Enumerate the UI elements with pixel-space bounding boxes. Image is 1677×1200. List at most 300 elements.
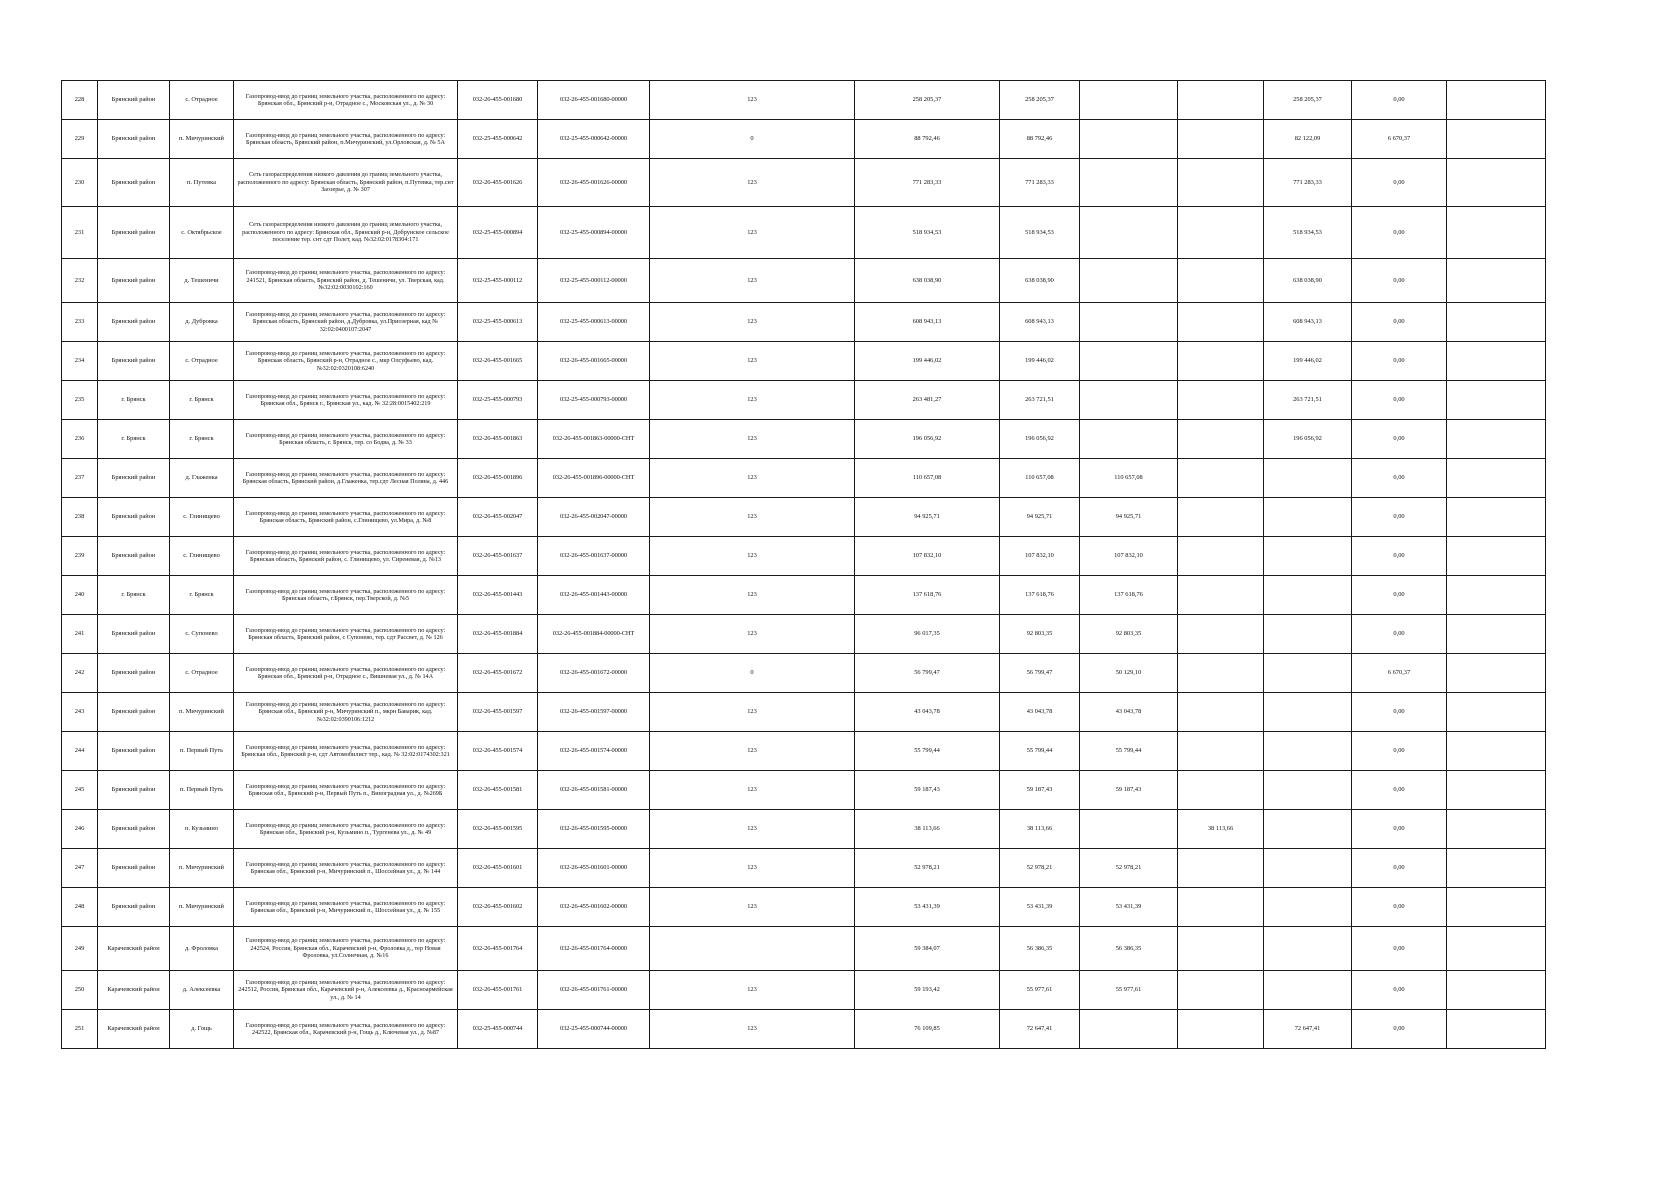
value-col-3-cell: 110 657,08 (1080, 459, 1178, 498)
value-col-3-cell (1080, 810, 1178, 849)
table-row (62, 1010, 1546, 1049)
value-col-2-cell: 56 386,35 (1000, 927, 1080, 971)
table-row (62, 381, 1546, 420)
locality-cell: с. Глинищево (170, 537, 234, 576)
description-cell: Газопровод-ввод до границ земельного участка, расположенного по адресу: Брянская обл., Брянский р-н, Первый Путь п., Виноградная ул., д. №269Б (234, 771, 458, 810)
description-cell: Газопровод-ввод до границ земельного участка, расположенного по адресу: Брянская обл., Брянский р-н, сдт Автомобилист тер., кад. № 32:02:0174302:321 (234, 732, 458, 771)
table-row (62, 654, 1546, 693)
table-row (62, 888, 1546, 927)
value-col-6-cell: 0,00 (1352, 459, 1447, 498)
description-cell: Газопровод-ввод до границ земельного участка, расположенного по адресу: Брянская обл., Брянский р-н, Мичуринский п., мкрн Баварик, кад. №32:02:0390106:1212 (234, 693, 458, 732)
inventory-number-cell: 032-25-455-000613-00000 (538, 303, 650, 342)
empty-cell (1447, 120, 1546, 159)
description-cell: Газопровод-ввод до границ земельного участка, расположенного по адресу: Брянская обл., Брянск г., Брянская ул., кад. № 32:28:0015402:219 (234, 381, 458, 420)
locality-cell: п. Первый Путь (170, 732, 234, 771)
cadastral-number-cell: 032-26-455-001595 (458, 810, 538, 849)
value-col-3-cell: 50 129,10 (1080, 654, 1178, 693)
row-number: 231 (62, 207, 98, 259)
value-col-1-cell: 76 109,85 (855, 1010, 1000, 1049)
locality-cell: п. Мичуринский (170, 120, 234, 159)
value-col-2-cell: 59 187,43 (1000, 771, 1080, 810)
value-col-1-cell: 52 978,21 (855, 849, 1000, 888)
value-col-1-cell: 43 043,78 (855, 693, 1000, 732)
value-col-1-cell: 107 832,10 (855, 537, 1000, 576)
district-cell: Брянский район (98, 342, 170, 381)
value-col-4-cell (1178, 207, 1264, 259)
value-col-2-cell: 638 038,90 (1000, 259, 1080, 303)
empty-cell (1447, 498, 1546, 537)
description-cell: Газопровод-ввод до границ земельного участка, расположенного по адресу: Брянская обл., Брянский р-н, Отрадное с., Вишневая ул., д. № 14А (234, 654, 458, 693)
code-cell (650, 927, 855, 971)
value-col-5-cell: 199 446,02 (1264, 342, 1352, 381)
locality-cell: с. Глинищево (170, 498, 234, 537)
row-number: 232 (62, 259, 98, 303)
empty-cell (1447, 303, 1546, 342)
code-cell: 123 (650, 498, 855, 537)
cadastral-number-cell: 032-26-455-001581 (458, 771, 538, 810)
code-cell: 123 (650, 888, 855, 927)
register-table (61, 80, 1545, 1049)
value-col-5-cell (1264, 971, 1352, 1010)
cadastral-number-cell: 032-25-455-000793 (458, 381, 538, 420)
value-col-3-cell: 55 977,61 (1080, 971, 1178, 1010)
cadastral-number-cell: 032-26-455-001626 (458, 159, 538, 207)
row-number: 238 (62, 498, 98, 537)
value-col-3-cell (1080, 1010, 1178, 1049)
table-row (62, 537, 1546, 576)
inventory-number-cell: 032-26-455-001595-00000 (538, 810, 650, 849)
row-number: 249 (62, 927, 98, 971)
empty-cell (1447, 420, 1546, 459)
inventory-number-cell: 032-26-455-001665-00000 (538, 342, 650, 381)
value-col-3-cell (1080, 81, 1178, 120)
empty-cell (1447, 576, 1546, 615)
table-row (62, 498, 1546, 537)
district-cell: г. Брянск (98, 381, 170, 420)
value-col-1-cell: 59 384,07 (855, 927, 1000, 971)
inventory-number-cell: 032-26-455-001761-00000 (538, 971, 650, 1010)
value-col-2-cell: 52 978,21 (1000, 849, 1080, 888)
cadastral-number-cell: 032-26-455-001665 (458, 342, 538, 381)
value-col-4-cell (1178, 342, 1264, 381)
locality-cell: г. Брянск (170, 381, 234, 420)
locality-cell: с. Отрадное (170, 342, 234, 381)
inventory-number-cell: 032-26-455-001884-00000-СНТ (538, 615, 650, 654)
empty-cell (1447, 459, 1546, 498)
district-cell: г. Брянск (98, 576, 170, 615)
value-col-5-cell: 608 943,13 (1264, 303, 1352, 342)
locality-cell: д. Гощь (170, 1010, 234, 1049)
cadastral-number-cell: 032-26-455-001597 (458, 693, 538, 732)
value-col-4-cell (1178, 259, 1264, 303)
value-col-3-cell (1080, 120, 1178, 159)
description-cell: Газопровод-ввод до границ земельного участка, расположенного по адресу: Брянская обл., Брянский р-н, Мичуринский п., Шоссейная ул., д. № 155 (234, 888, 458, 927)
row-number: 239 (62, 537, 98, 576)
value-col-5-cell (1264, 888, 1352, 927)
value-col-6-cell: 0,00 (1352, 342, 1447, 381)
inventory-number-cell: 032-26-455-001443-00000 (538, 576, 650, 615)
value-col-3-cell: 137 618,76 (1080, 576, 1178, 615)
value-col-5-cell (1264, 771, 1352, 810)
value-col-4-cell (1178, 888, 1264, 927)
row-number: 244 (62, 732, 98, 771)
locality-cell: с. Октябрьское (170, 207, 234, 259)
empty-cell (1447, 81, 1546, 120)
value-col-4-cell (1178, 576, 1264, 615)
value-col-1-cell: 56 799,47 (855, 654, 1000, 693)
code-cell: 123 (650, 810, 855, 849)
district-cell: Брянский район (98, 303, 170, 342)
value-col-6-cell: 0,00 (1352, 259, 1447, 303)
description-cell: Газопровод-ввод до границ земельного участка, расположенного по адресу: Брянская область, Брянский район, д.Дубровка, ул.Приозерная, кад № 32:02:0400107:2047 (234, 303, 458, 342)
value-col-1-cell: 196 056,92 (855, 420, 1000, 459)
locality-cell: п. Путевка (170, 159, 234, 207)
district-cell: Карачевский район (98, 927, 170, 971)
row-number: 251 (62, 1010, 98, 1049)
value-col-1-cell: 137 618,76 (855, 576, 1000, 615)
value-col-4-cell (1178, 615, 1264, 654)
code-cell: 0 (650, 120, 855, 159)
cadastral-number-cell: 032-25-455-000613 (458, 303, 538, 342)
table-row (62, 732, 1546, 771)
value-col-5-cell (1264, 537, 1352, 576)
value-col-6-cell: 0,00 (1352, 207, 1447, 259)
district-cell: Брянский район (98, 537, 170, 576)
row-number: 233 (62, 303, 98, 342)
value-col-3-cell (1080, 207, 1178, 259)
row-number: 236 (62, 420, 98, 459)
value-col-2-cell: 263 721,51 (1000, 381, 1080, 420)
description-cell: Газопровод-ввод до границ земельного участка, расположенного по адресу: Брянская область, Брянский район, с.Глинищево, ул.Мира, д. №8 (234, 498, 458, 537)
value-col-3-cell: 92 803,35 (1080, 615, 1178, 654)
code-cell: 123 (650, 971, 855, 1010)
value-col-5-cell: 82 122,09 (1264, 120, 1352, 159)
inventory-number-cell: 032-26-455-001574-00000 (538, 732, 650, 771)
empty-cell (1447, 888, 1546, 927)
value-col-1-cell: 110 657,08 (855, 459, 1000, 498)
value-col-6-cell: 0,00 (1352, 537, 1447, 576)
district-cell: Брянский район (98, 888, 170, 927)
value-col-4-cell (1178, 771, 1264, 810)
value-col-2-cell: 88 792,46 (1000, 120, 1080, 159)
value-col-4-cell (1178, 381, 1264, 420)
value-col-3-cell (1080, 381, 1178, 420)
value-col-6-cell: 0,00 (1352, 1010, 1447, 1049)
value-col-2-cell: 72 647,41 (1000, 1010, 1080, 1049)
inventory-number-cell: 032-25-455-000642-00000 (538, 120, 650, 159)
value-col-3-cell (1080, 342, 1178, 381)
value-col-3-cell (1080, 420, 1178, 459)
value-col-5-cell (1264, 732, 1352, 771)
inventory-number-cell: 032-25-455-000793-00000 (538, 381, 650, 420)
value-col-1-cell: 96 017,35 (855, 615, 1000, 654)
code-cell: 123 (650, 771, 855, 810)
value-col-4-cell (1178, 159, 1264, 207)
table-row (62, 971, 1546, 1010)
district-cell: Брянский район (98, 81, 170, 120)
value-col-1-cell: 53 431,39 (855, 888, 1000, 927)
code-cell: 123 (650, 420, 855, 459)
value-col-6-cell: 6 670,37 (1352, 120, 1447, 159)
cadastral-number-cell: 032-26-455-001672 (458, 654, 538, 693)
inventory-number-cell: 032-26-455-001626-00000 (538, 159, 650, 207)
value-col-4-cell (1178, 420, 1264, 459)
locality-cell: п. Кузьмино (170, 810, 234, 849)
empty-cell (1447, 259, 1546, 303)
value-col-1-cell: 94 925,71 (855, 498, 1000, 537)
value-col-5-cell (1264, 498, 1352, 537)
value-col-1-cell: 59 193,42 (855, 971, 1000, 1010)
value-col-1-cell: 199 446,02 (855, 342, 1000, 381)
locality-cell: п. Первый Путь (170, 771, 234, 810)
value-col-4-cell (1178, 732, 1264, 771)
value-col-4-cell: 38 113,66 (1178, 810, 1264, 849)
inventory-number-cell: 032-26-455-001863-00000-СНТ (538, 420, 650, 459)
row-number: 240 (62, 576, 98, 615)
cadastral-number-cell: 032-26-455-001574 (458, 732, 538, 771)
description-cell: Газопровод-ввод до границ земельного участка, расположенного по адресу: Брянская область, г.Брянск, пер.Тверской, д. №5 (234, 576, 458, 615)
district-cell: г. Брянск (98, 420, 170, 459)
value-col-6-cell: 6 670,37 (1352, 654, 1447, 693)
inventory-number-cell: 032-25-455-000112-00000 (538, 259, 650, 303)
table-row (62, 420, 1546, 459)
value-col-2-cell: 137 618,76 (1000, 576, 1080, 615)
description-cell: Газопровод-ввод до границ земельного участка, расположенного по адресу: Брянская область, Брянский район, п.Мичуринский, ул.Орловская, д. № 5А (234, 120, 458, 159)
cadastral-number-cell: 032-26-455-001680 (458, 81, 538, 120)
inventory-number-cell: 032-26-455-002047-00000 (538, 498, 650, 537)
value-col-4-cell (1178, 1010, 1264, 1049)
table-row (62, 810, 1546, 849)
value-col-5-cell: 196 056,92 (1264, 420, 1352, 459)
code-cell: 123 (650, 615, 855, 654)
empty-cell (1447, 615, 1546, 654)
row-number: 241 (62, 615, 98, 654)
district-cell: Брянский район (98, 120, 170, 159)
district-cell: Брянский район (98, 654, 170, 693)
code-cell: 123 (650, 459, 855, 498)
value-col-5-cell: 638 038,90 (1264, 259, 1352, 303)
value-col-6-cell: 0,00 (1352, 849, 1447, 888)
code-cell: 123 (650, 849, 855, 888)
value-col-1-cell: 88 792,46 (855, 120, 1000, 159)
value-col-2-cell: 771 283,33 (1000, 159, 1080, 207)
value-col-3-cell: 53 431,39 (1080, 888, 1178, 927)
table-row (62, 303, 1546, 342)
locality-cell: д. Фроловка (170, 927, 234, 971)
empty-cell (1447, 693, 1546, 732)
locality-cell: п. Мичуринский (170, 693, 234, 732)
value-col-4-cell (1178, 498, 1264, 537)
code-cell: 123 (650, 381, 855, 420)
empty-cell (1447, 971, 1546, 1010)
description-cell: Газопровод-ввод до границ земельного участка, расположенного по адресу: Брянская обл., Брянский р-н, Мичуринский п., Шоссейная ул., д. № 144 (234, 849, 458, 888)
description-cell: Газопровод-ввод до границ земельного участка, расположенного по адресу: Брянская область, г. Брянск, тер. со Бодва, д. № 33 (234, 420, 458, 459)
cadastral-number-cell: 032-25-455-000894 (458, 207, 538, 259)
description-cell: Газопровод-ввод до границ земельного участка, расположенного по адресу: 242512, Россия, Брянская обл., Карачевский р-н, Алексеевка д., Красноармейская ул., д. № 14 (234, 971, 458, 1010)
value-col-6-cell: 0,00 (1352, 971, 1447, 1010)
description-cell: Газопровод-ввод до границ земельного участка, расположенного по адресу: Брянская область, Брянский район, д.Глаженка, тер.сдт Лесная Поляна, д. 446 (234, 459, 458, 498)
empty-cell (1447, 810, 1546, 849)
value-col-6-cell: 0,00 (1352, 576, 1447, 615)
code-cell: 123 (650, 207, 855, 259)
value-col-4-cell (1178, 120, 1264, 159)
description-cell: Сеть газораспределения низкого давления до границ земельного участка, расположенного по адресу: Брянская область, Брянский район, п.Путевка, тер.снт Заозерье, д. № 307 (234, 159, 458, 207)
value-col-5-cell: 258 205,37 (1264, 81, 1352, 120)
value-col-1-cell: 55 799,44 (855, 732, 1000, 771)
value-col-1-cell: 38 113,66 (855, 810, 1000, 849)
inventory-number-cell: 032-26-455-001896-00000-СНТ (538, 459, 650, 498)
value-col-3-cell: 94 925,71 (1080, 498, 1178, 537)
table-row (62, 81, 1546, 120)
table-row (62, 927, 1546, 971)
value-col-5-cell: 72 647,41 (1264, 1010, 1352, 1049)
row-number: 230 (62, 159, 98, 207)
value-col-4-cell (1178, 849, 1264, 888)
cadastral-number-cell: 032-25-455-000642 (458, 120, 538, 159)
cadastral-number-cell: 032-25-455-000744 (458, 1010, 538, 1049)
empty-cell (1447, 159, 1546, 207)
table-row (62, 342, 1546, 381)
value-col-3-cell (1080, 159, 1178, 207)
code-cell: 123 (650, 537, 855, 576)
table-row (62, 693, 1546, 732)
locality-cell: д. Алексеевка (170, 971, 234, 1010)
description-cell: Газопровод-ввод до границ земельного участка, расположенного по адресу: 241521, Брянская область, Брянский район, д. Тешеничи, ул. Тверская, кад. №32:02:0030102:160 (234, 259, 458, 303)
table-body (62, 81, 1546, 1049)
value-col-4-cell (1178, 537, 1264, 576)
value-col-5-cell (1264, 927, 1352, 971)
value-col-4-cell (1178, 971, 1264, 1010)
cadastral-number-cell: 032-26-455-001896 (458, 459, 538, 498)
description-cell: Газопровод-ввод до границ земельного участка, расположенного по адресу: 242522, Брянская обл., Карачевский р-н, Гощь д., Ключевая ул., д. №87 (234, 1010, 458, 1049)
cadastral-number-cell: 032-26-455-001637 (458, 537, 538, 576)
value-col-6-cell: 0,00 (1352, 927, 1447, 971)
value-col-3-cell (1080, 303, 1178, 342)
value-col-6-cell: 0,00 (1352, 810, 1447, 849)
row-number: 235 (62, 381, 98, 420)
locality-cell: г. Брянск (170, 420, 234, 459)
locality-cell: д. Тешеничи (170, 259, 234, 303)
table-row (62, 207, 1546, 259)
empty-cell (1447, 849, 1546, 888)
inventory-number-cell: 032-26-455-001680-00000 (538, 81, 650, 120)
district-cell: Брянский район (98, 259, 170, 303)
value-col-5-cell (1264, 576, 1352, 615)
value-col-2-cell: 53 431,39 (1000, 888, 1080, 927)
value-col-6-cell: 0,00 (1352, 420, 1447, 459)
inventory-number-cell: 032-25-455-000744-00000 (538, 1010, 650, 1049)
value-col-2-cell: 258 205,37 (1000, 81, 1080, 120)
table-row (62, 849, 1546, 888)
row-number: 248 (62, 888, 98, 927)
cadastral-number-cell: 032-26-455-001761 (458, 971, 538, 1010)
value-col-6-cell: 0,00 (1352, 615, 1447, 654)
value-col-2-cell: 38 113,66 (1000, 810, 1080, 849)
table-row (62, 615, 1546, 654)
code-cell: 123 (650, 159, 855, 207)
table-row (62, 159, 1546, 207)
empty-cell (1447, 771, 1546, 810)
row-number: 228 (62, 81, 98, 120)
value-col-2-cell: 55 799,44 (1000, 732, 1080, 771)
value-col-4-cell (1178, 927, 1264, 971)
code-cell: 123 (650, 1010, 855, 1049)
inventory-number-cell: 032-26-455-001602-00000 (538, 888, 650, 927)
district-cell: Брянский район (98, 732, 170, 771)
row-number: 250 (62, 971, 98, 1010)
value-col-6-cell: 0,00 (1352, 693, 1447, 732)
locality-cell: п. Мичуринский (170, 888, 234, 927)
value-col-2-cell: 518 934,53 (1000, 207, 1080, 259)
row-number: 237 (62, 459, 98, 498)
value-col-6-cell: 0,00 (1352, 159, 1447, 207)
value-col-5-cell (1264, 459, 1352, 498)
cadastral-number-cell: 032-26-455-001863 (458, 420, 538, 459)
locality-cell: д. Глаженка (170, 459, 234, 498)
value-col-5-cell: 263 721,51 (1264, 381, 1352, 420)
district-cell: Брянский район (98, 159, 170, 207)
inventory-number-cell: 032-26-455-001597-00000 (538, 693, 650, 732)
value-col-2-cell: 107 832,10 (1000, 537, 1080, 576)
value-col-3-cell: 107 832,10 (1080, 537, 1178, 576)
value-col-6-cell: 0,00 (1352, 888, 1447, 927)
cadastral-number-cell: 032-26-455-002047 (458, 498, 538, 537)
value-col-5-cell (1264, 693, 1352, 732)
value-col-4-cell (1178, 81, 1264, 120)
row-number: 242 (62, 654, 98, 693)
description-cell: Газопровод-ввод до границ земельного участка, расположенного по адресу: Брянская обл., Брянский р-н, Отрадное с., Московская ул., д. № 30 (234, 81, 458, 120)
value-col-5-cell (1264, 810, 1352, 849)
empty-cell (1447, 381, 1546, 420)
value-col-1-cell: 771 283,33 (855, 159, 1000, 207)
value-col-1-cell: 608 943,13 (855, 303, 1000, 342)
value-col-3-cell: 43 043,78 (1080, 693, 1178, 732)
district-cell: Карачевский район (98, 971, 170, 1010)
locality-cell: п. Мичуринский (170, 849, 234, 888)
district-cell: Брянский район (98, 849, 170, 888)
inventory-number-cell: 032-26-455-001581-00000 (538, 771, 650, 810)
inventory-number-cell: 032-26-455-001764-00000 (538, 927, 650, 971)
locality-cell: д. Дубровка (170, 303, 234, 342)
district-cell: Брянский район (98, 207, 170, 259)
value-col-2-cell: 196 056,92 (1000, 420, 1080, 459)
district-cell: Брянский район (98, 459, 170, 498)
value-col-5-cell: 518 934,53 (1264, 207, 1352, 259)
row-number: 234 (62, 342, 98, 381)
value-col-5-cell (1264, 615, 1352, 654)
value-col-1-cell: 59 187,43 (855, 771, 1000, 810)
value-col-3-cell: 55 799,44 (1080, 732, 1178, 771)
district-cell: Брянский район (98, 498, 170, 537)
district-cell: Брянский район (98, 693, 170, 732)
empty-cell (1447, 732, 1546, 771)
value-col-6-cell: 0,00 (1352, 771, 1447, 810)
cadastral-number-cell: 032-26-455-001602 (458, 888, 538, 927)
code-cell: 0 (650, 654, 855, 693)
cadastral-number-cell: 032-25-455-000112 (458, 259, 538, 303)
description-cell: Газопровод-ввод до границ земельного участка, расположенного по адресу: Брянская обл., Брянский р-н, Кузьмино п., Тургенева ул., д. № 49 (234, 810, 458, 849)
value-col-1-cell: 518 934,53 (855, 207, 1000, 259)
value-col-6-cell: 0,00 (1352, 498, 1447, 537)
value-col-2-cell: 92 803,35 (1000, 615, 1080, 654)
empty-cell (1447, 537, 1546, 576)
district-cell: Брянский район (98, 615, 170, 654)
empty-cell (1447, 654, 1546, 693)
value-col-1-cell: 638 038,90 (855, 259, 1000, 303)
value-col-6-cell: 0,00 (1352, 381, 1447, 420)
empty-cell (1447, 207, 1546, 259)
row-number: 243 (62, 693, 98, 732)
